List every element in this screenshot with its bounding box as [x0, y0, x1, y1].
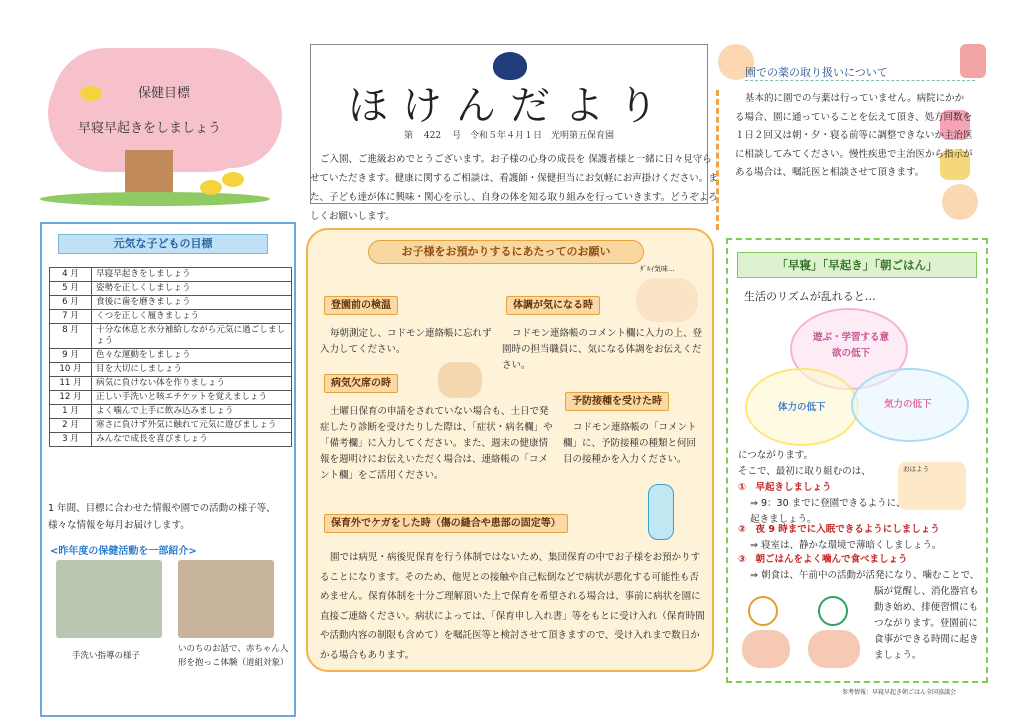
- goal-cell: よく噛んで上手に飲み込みましょう: [92, 405, 292, 419]
- table-row: [50, 419, 292, 433]
- venn-label-stamina: 体力の低下: [778, 402, 826, 413]
- rhythm-title: 「早寝」「早起き」「朝ごはん」: [737, 252, 977, 278]
- tree-crown: [52, 48, 272, 166]
- rhythm-item-2-sub: ⇒ 寝室は、静かな環境で薄暗くしましょう。: [750, 540, 942, 551]
- month-cell: 3 月: [50, 433, 92, 447]
- rhythm-lead: 生活のリズムが乱れると…: [744, 290, 876, 303]
- photo1-caption: 手洗い指導の様子: [72, 651, 141, 661]
- sick-label: ﾀﾞﾙｲ気味...: [640, 265, 675, 273]
- clock-icon: [818, 596, 848, 626]
- syringe-icon: [648, 484, 674, 540]
- medicine-text: 基本的に園での与薬は行っていません。病院にかかる場合、園に通っていることを伝えて頂き、処方回数を１日２回又は朝・夕・寝る前等に調整できないか主治医に相談してみてください。慢性疾患で主治医から指示がある場合は、嘱託医と相談させて頂きます。: [735, 93, 973, 178]
- grass: [40, 192, 270, 206]
- month-cell: 5 月: [50, 282, 92, 296]
- table-row: [50, 405, 292, 419]
- table-row: [50, 310, 292, 324]
- tag-temperature: 登園前の検温: [324, 296, 398, 315]
- rhythm-item-3-sub: ⇒ 朝食は、午前中の活動が活発になり、噛むことで、脳が覚醒し、消化器官も動き始め、排便習慣にもつながります。登園前に食事ができる時間に起きましょう。: [750, 570, 980, 661]
- goal-cell: 姿勢を正しくしましょう: [92, 282, 292, 296]
- photo-handwashing: [56, 560, 162, 638]
- clock-icon: [748, 596, 778, 626]
- goal-cell: 早寝早起きをしましょう: [92, 268, 292, 282]
- table-row: [50, 391, 292, 405]
- goal-cell: 目を大切にしましょう: [92, 363, 292, 377]
- tag-vaccination: 予防接種を受けた時: [565, 392, 669, 411]
- month-cell: 9 月: [50, 349, 92, 363]
- goal-cell: 正しい手洗いと咳エチケットを覚えましょう: [92, 391, 292, 405]
- rhythm-after: につながります。: [738, 450, 814, 461]
- venn-label-energy: 気力の低下: [884, 399, 932, 410]
- child-face-icon: [942, 184, 978, 220]
- table-row: [50, 349, 292, 363]
- photo-baby-doll: [178, 560, 274, 638]
- month-cell: 6 月: [50, 296, 92, 310]
- issue-line: 第 422 号 令和５年４月１日 光明第五保育園: [404, 131, 614, 141]
- source-note: 参考情報：早寝早起き朝ごはん全国協議会: [842, 689, 957, 696]
- table-row: [50, 282, 292, 296]
- sick-kids-illustration: [636, 278, 698, 322]
- last-year-heading: <昨年度の保健活動を一部紹介>: [50, 546, 197, 557]
- venn-label-motivation: 遊ぶ・学習する意欲の低下: [812, 332, 889, 359]
- sleepy-child-icon: [742, 630, 790, 668]
- goal-cell: 色々な運動をしましょう: [92, 349, 292, 363]
- decor-border: [716, 90, 732, 230]
- text-condition: コドモン連絡帳のコメント欄に入力の上、登園時の担当職員に、気になる体調をお伝えください。: [502, 328, 703, 371]
- month-cell: 12 月: [50, 391, 92, 405]
- table-row: [50, 296, 292, 310]
- text-absence: 土曜日保育の申請をされていない場合も、土日で発症したり診断を受けたりした際は、「症状・病名欄」や「備考欄」に入力してください。また、週末の健康情報を週明けにお伝えいただく場合は、連絡帳の「コメント欄」をご活用ください。: [320, 406, 553, 481]
- health-goal-heading: 保健目標: [138, 86, 191, 101]
- table-row: [50, 268, 292, 282]
- page-title: ほけんだより: [348, 83, 672, 129]
- tree-trunk: [125, 150, 173, 196]
- month-cell: 7 月: [50, 310, 92, 324]
- goals-title: 元気な子どもの目標: [58, 234, 268, 254]
- health-goal-text: 早寝早起きをしましょう: [78, 121, 222, 136]
- bird-icon: [80, 86, 102, 101]
- goal-cell: 寒さに負けず外気に触れて元気に遊びましょう: [92, 419, 292, 433]
- tag-injury: 保育外でケガをした時（傷の縫合や患部の固定等）: [324, 514, 568, 533]
- sleeping-child-illustration: [438, 362, 482, 398]
- goal-cell: 病気に負けない体を作りましょう: [92, 377, 292, 391]
- tag-absence: 病気欠席の時: [324, 374, 398, 393]
- month-cell: 8 月: [50, 324, 92, 349]
- good-morning-label: おはよう: [903, 465, 929, 473]
- rhythm-item-1: ① 早起きしましょう: [738, 482, 832, 493]
- month-cell: 2 月: [50, 419, 92, 433]
- rhythm-item-2: ② 夜 9 時までに入眠できるようにしましょう: [738, 524, 940, 535]
- tag-condition: 体調が気になる時: [506, 296, 600, 315]
- table-row: [50, 433, 292, 447]
- photo2-caption: いのちのお話で、赤ちゃん人形を抱っこ体験（道組対象）: [178, 644, 289, 668]
- month-cell: 1 月: [50, 405, 92, 419]
- intro-text: ご入園、ご進級おめでとうございます。お子様の心身の成長を 保護者様と一緒に日々見守らせていただきます。健康に関するご相談は、看護師・保健担当にお気軽にお声掛けください。また、子ども達が体に興味・関心を示し、自身の体を知る取り組みを行っていきます。どうぞよろしくお願いします。: [310, 154, 718, 222]
- rhythm-item-1-sub: ⇒ 9：30 までに登園できるように、起きましょう。: [750, 498, 906, 525]
- text-injury: 園では病児・病後児保育を行う体制ではないため、集団保育の中でお子様をお預かりすることになります。そのため、他児との接触や自己転倒などで病状が悪化する可能性も否めません。保育体制を十分ご理解頂いた上で保育を希望される場合は、事前に病状を園に直接ご連絡ください。病状によっては、「保育申し入れ書」等をもとに受け入れ（保育時間や活動内容の制限も含めて）を嘱託医等と検討させて頂きますので、受け入れまで数日かかる場合もあります。: [320, 552, 705, 661]
- goal-cell: くつを正しく履きましょう: [92, 310, 292, 324]
- sad-child-icon: [808, 630, 860, 668]
- text-temperature: 毎朝測定し、コドモン連絡帳に忘れず入力してください。: [320, 328, 492, 355]
- table-row: [50, 363, 292, 377]
- goal-cell: 食後に歯を磨きましょう: [92, 296, 292, 310]
- month-cell: 10 月: [50, 363, 92, 377]
- table-row: [50, 377, 292, 391]
- rhythm-first: そこで、最初に取り組むのは、: [738, 466, 871, 477]
- month-cell: 4 月: [50, 268, 92, 282]
- medicine-title: 園での薬の取り扱いについて: [745, 64, 975, 81]
- bird-icon: [222, 172, 244, 187]
- text-vaccination: コドモン連絡帳の「コメント欄」に、予防接種の種類と何回目の接種かを入力ください。: [563, 422, 697, 465]
- rhythm-item-3: ③ 朝ごはんをよく噛んで食べましょう: [738, 554, 908, 565]
- month-cell: 11 月: [50, 377, 92, 391]
- goal-cell: みんなで成長を喜びましょう: [92, 433, 292, 447]
- goal-cell: 十分な休息と水分補給しながら元気に過ごしましょう: [92, 324, 292, 349]
- goals-note: 1 年間、目標に合わせた情報や園での活動の様子等、様々な情報を毎月お届けします。: [48, 503, 276, 531]
- table-row: [50, 324, 292, 349]
- bird-icon: [200, 180, 222, 195]
- goals-table: [49, 267, 292, 447]
- request-title: お子様をお預かりするにあたってのお願い: [368, 240, 644, 264]
